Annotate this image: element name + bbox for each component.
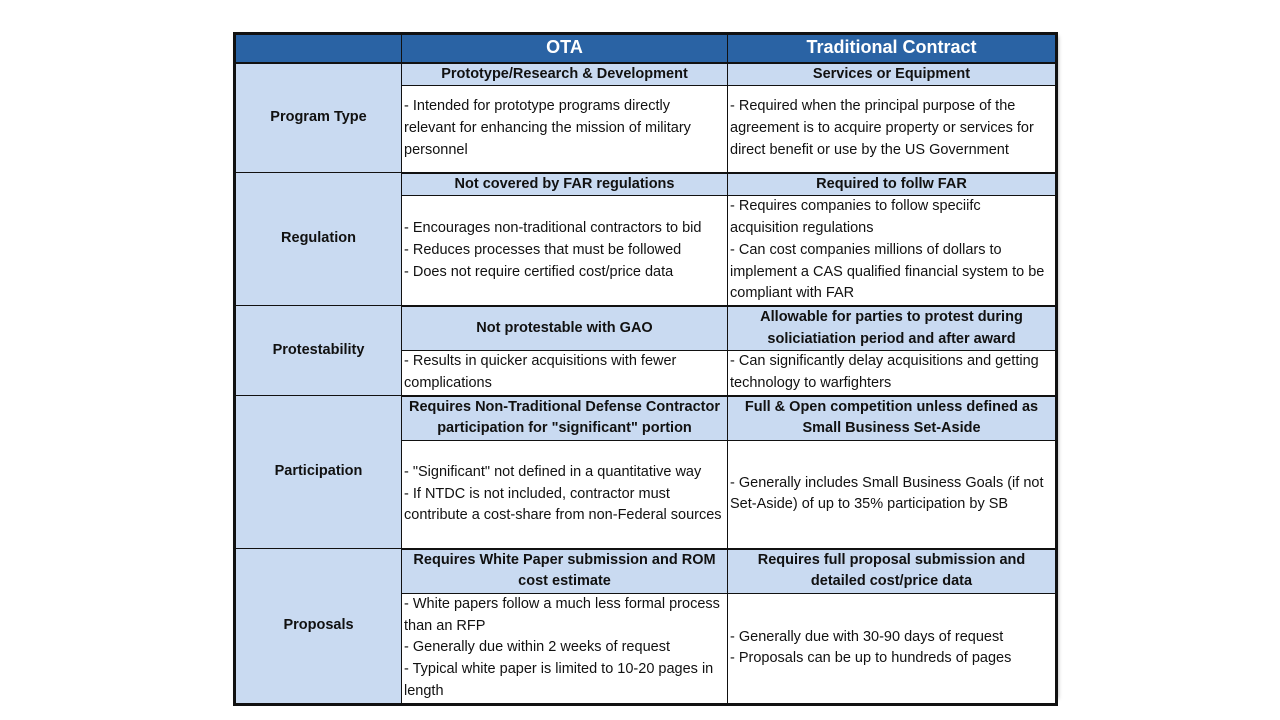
list-item: - Generally includes Small Business Goals (if not Set-Aside) of up to 35% participation by SB xyxy=(730,474,1044,513)
list-item: - Required when the principal purpose of the agreement is to acquire property or services for direct benefit or use by the US Government xyxy=(730,98,1034,158)
trad-heading-regulation: Required to follw FAR xyxy=(728,173,1057,196)
trad-details-proposals xyxy=(728,594,1057,705)
ota-heading-protestability: Not protestable with GAO xyxy=(402,306,728,351)
list-item: - "Significant" not defined in a quantitative way xyxy=(404,463,702,480)
ota-heading-participation: Requires Non-Traditional Defense Contractor participation for "significant" portion xyxy=(402,396,728,441)
list-item: - Can significantly delay acquisitions and getting technology to warfighters xyxy=(730,353,1039,392)
category-regulation: Regulation xyxy=(235,173,402,306)
trad-heading-program-type: Services or Equipment xyxy=(728,63,1057,86)
list-item: - Reduces processes that must be followed xyxy=(404,241,682,258)
list-item: - Generally due within 2 weeks of request xyxy=(404,639,670,656)
trad-details-protestability xyxy=(728,351,1057,396)
header-blank-cell xyxy=(235,34,402,63)
list-item: - Proposals can be up to hundreds of pages xyxy=(730,650,1012,667)
trad-heading-proposals: Requires full proposal submission and detailed cost/price data xyxy=(728,549,1057,594)
category-proposals: Proposals xyxy=(235,549,402,704)
list-item: - Can cost companies millions of dollars to implement a CAS qualified financial system to be compliant with FAR xyxy=(730,241,1045,302)
trad-details-participation xyxy=(728,441,1057,549)
list-item: - White papers follow a much less formal process than an RFP xyxy=(404,596,720,634)
trad-heading-protestability: Allowable for parties to protest during soliciatiation period and after award xyxy=(728,306,1057,351)
list-item: - If NTDC is not included, contractor must contribute a cost-share from non-Federal sources xyxy=(404,485,722,524)
participation-heading-row xyxy=(235,396,1057,441)
header-traditional-contract: Traditional Contract xyxy=(728,34,1057,63)
ota-heading-program-type: Prototype/Research & Development xyxy=(402,63,728,86)
ota-details-proposals xyxy=(402,594,728,705)
trad-details-regulation xyxy=(728,196,1057,306)
ota-heading-regulation: Not covered by FAR regulations xyxy=(402,173,728,196)
trad-details-program-type xyxy=(728,86,1057,173)
list-item: - Generally due with 30-90 days of request xyxy=(730,628,1004,645)
trad-heading-participation: Full & Open competition unless defined as Small Business Set-Aside xyxy=(728,396,1057,441)
ota-heading-proposals: Requires White Paper submission and ROM cost estimate xyxy=(402,549,728,594)
ota-details-protestability xyxy=(402,351,728,396)
header-ota: OTA xyxy=(402,34,728,63)
comparison-table-frame xyxy=(233,32,1055,699)
list-item: - Does not require certified cost/price data xyxy=(404,263,674,280)
category-protestability: Protestability xyxy=(235,306,402,396)
list-item: - Intended for prototype programs directly relevant for enhancing the mission of military personnel xyxy=(404,98,691,158)
program-type-heading-row xyxy=(235,63,1057,86)
list-item: - Typical white paper is limited to 10-20 pages in length xyxy=(404,661,714,699)
category-participation: Participation xyxy=(235,396,402,549)
ota-details-regulation xyxy=(402,196,728,306)
comparison-table xyxy=(233,32,1058,706)
list-item: - Results in quicker acquisitions with fewer complications xyxy=(404,353,677,392)
list-item: - Requires companies to follow speciifc acquisition regulations xyxy=(730,198,981,237)
ota-details-program-type xyxy=(402,86,728,173)
protestability-heading-row xyxy=(235,306,1057,351)
category-program-type: Program Type xyxy=(235,63,402,173)
regulation-heading-row xyxy=(235,173,1057,196)
list-item: - Encourages non-traditional contractors to bid xyxy=(404,220,702,237)
proposals-heading-row xyxy=(235,549,1057,594)
ota-details-participation xyxy=(402,441,728,549)
header-row xyxy=(235,34,1057,63)
